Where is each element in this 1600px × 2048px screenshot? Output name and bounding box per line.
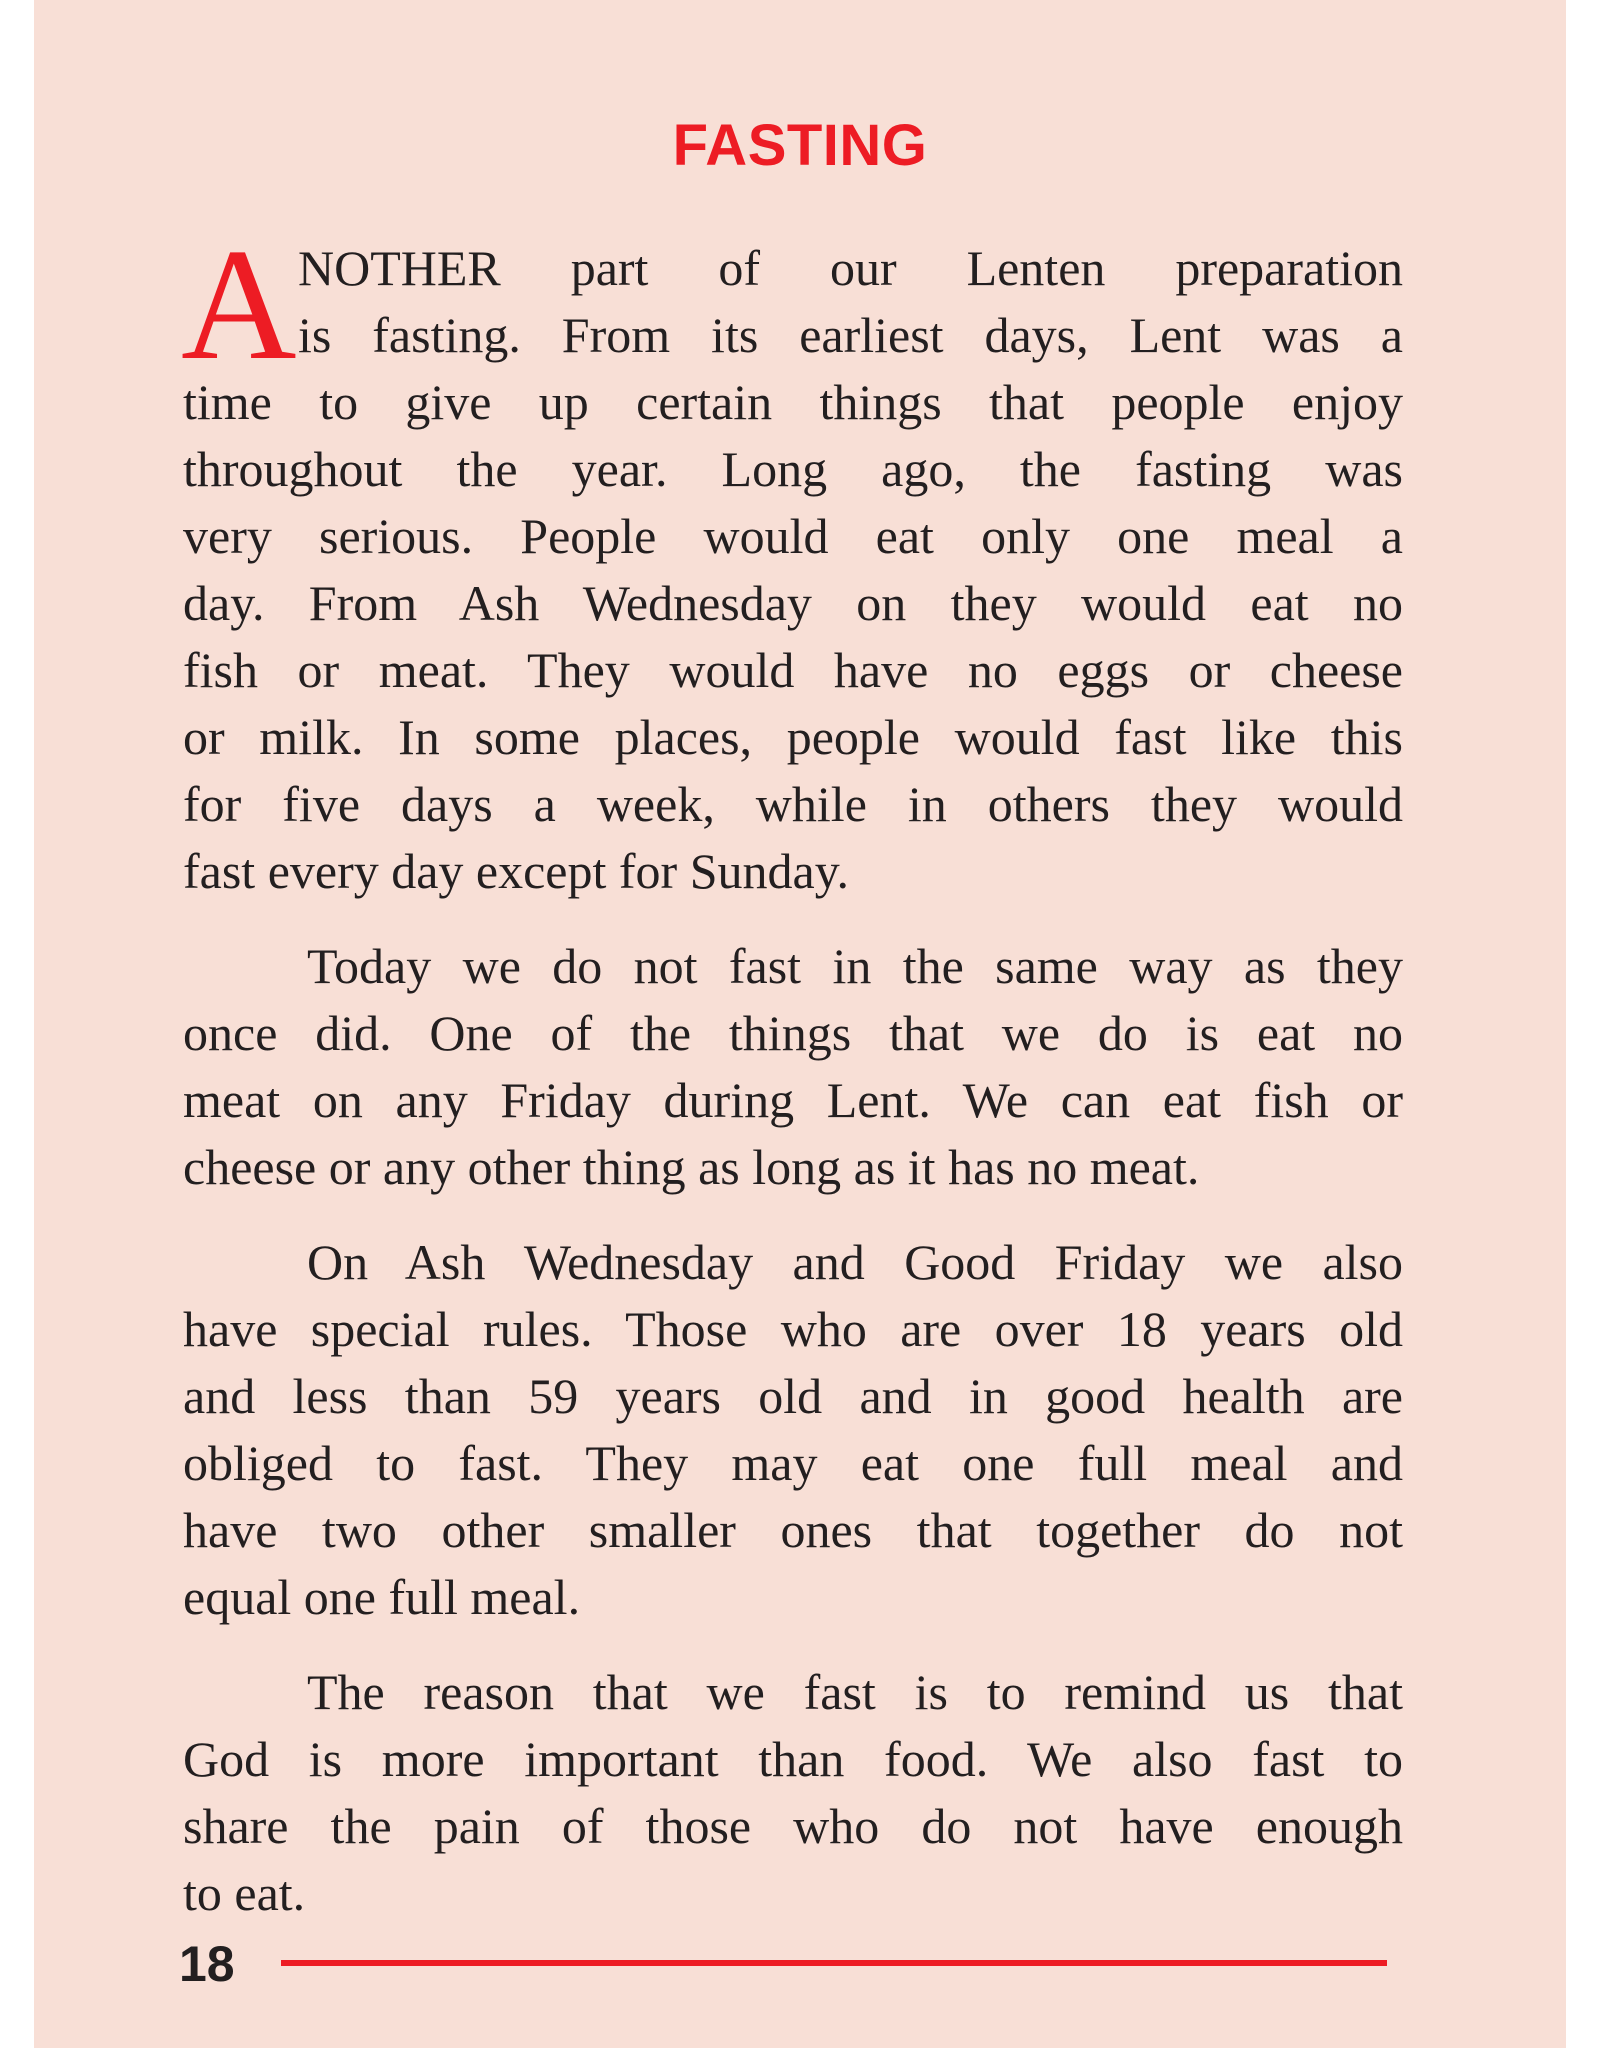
text-line: fast every day except for Sunday. (183, 843, 849, 899)
text-line: and less than 59 years old and in good health are (183, 1368, 1403, 1424)
text-line: day. From Ash Wednesday on they would eat no (183, 575, 1403, 631)
page-title: FASTING (672, 113, 928, 178)
text-line: share the pain of those who do not have enough (183, 1798, 1403, 1854)
page-number: 18 (179, 1936, 235, 1992)
text-line: Today we do not fast in the same way as they (307, 938, 1403, 994)
text-line: God is more important than food. We also fast to (183, 1731, 1403, 1787)
text-line: On Ash Wednesday and Good Friday we also (307, 1234, 1403, 1290)
paragraph (181, 215, 1403, 905)
text-line: equal one full meal. (183, 1569, 581, 1625)
body-text (181, 215, 1403, 1927)
text-line: obliged to fast. They may eat one full meal and (183, 1435, 1403, 1491)
text-line: fish or meat. They would have no eggs or cheese (183, 642, 1403, 698)
drop-cap: A (181, 215, 297, 393)
text-line: to eat. (183, 1865, 306, 1921)
paragraph (183, 933, 1403, 1201)
text-line: have two other smaller ones that together do not (183, 1502, 1403, 1558)
text-line: very serious. People would eat only one meal a (183, 508, 1403, 564)
text-line: once did. One of the things that we do is eat no (183, 1005, 1403, 1061)
text-line: is fasting. From its earliest days, Lent was a (298, 307, 1403, 363)
text-line: The reason that we fast is to remind us that (307, 1664, 1403, 1720)
book-page (34, 0, 1566, 2048)
text-line: or milk. In some places, people would fast like this (183, 709, 1403, 765)
text-line: for five days a week, while in others they would (183, 776, 1403, 832)
text-line: NOTHER part of our Lenten preparation (298, 240, 1403, 296)
text-line: cheese or any other thing as long as it has no meat. (183, 1139, 1200, 1195)
paragraph (183, 1229, 1403, 1631)
paragraph (183, 1659, 1403, 1927)
text-line: time to give up certain things that people enjoy (183, 374, 1403, 430)
text-line: have special rules. Those who are over 18 years old (183, 1301, 1403, 1357)
footer-rule (281, 1960, 1387, 1966)
text-line: meat on any Friday during Lent. We can eat fish or (183, 1072, 1403, 1128)
text-line: throughout the year. Long ago, the fasting was (183, 441, 1403, 497)
